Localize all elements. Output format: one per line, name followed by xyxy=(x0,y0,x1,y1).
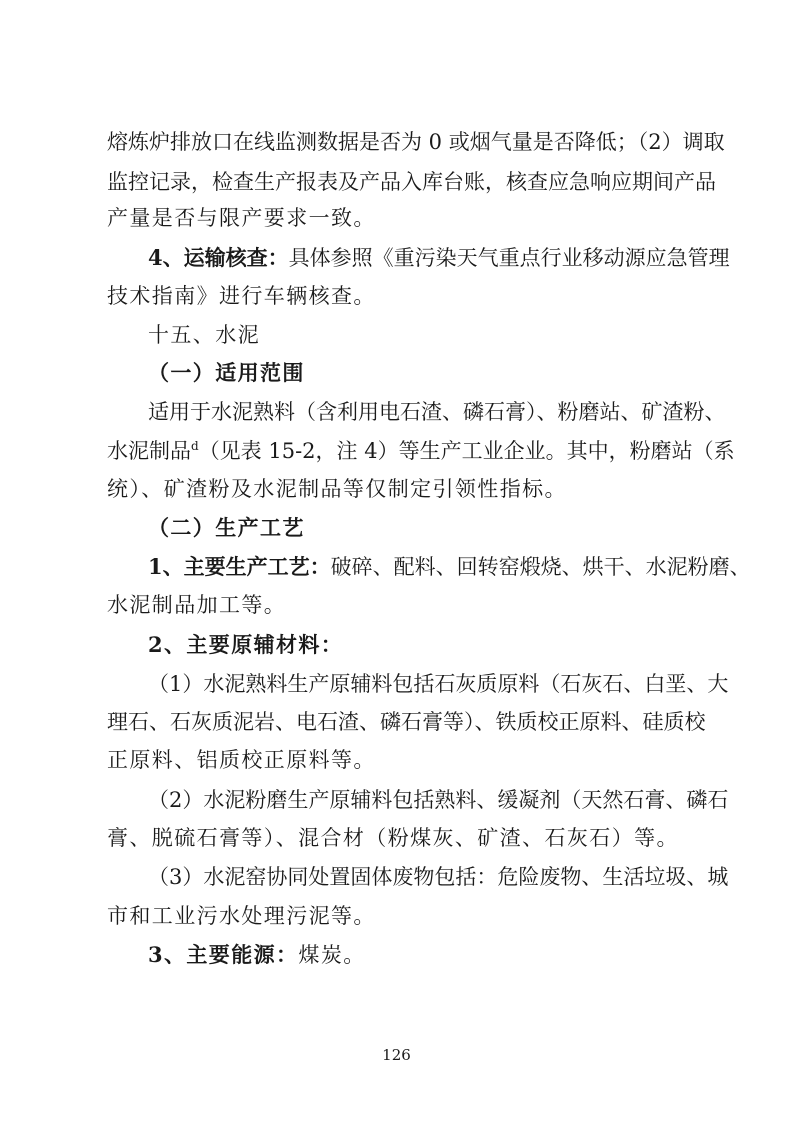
paragraph-line: 技术指南》进行车辆核查。 xyxy=(107,284,376,308)
item-text: 破碎、配料、回转窑煅烧、烘干、水泥粉磨、 xyxy=(330,555,751,579)
superscript-note: d xyxy=(191,439,199,453)
paragraph-line xyxy=(148,940,697,970)
paragraph-line xyxy=(148,552,751,582)
paragraph-line: 理石、石灰质泥岩、电石渣、磷石膏等）、铁质校正原料、硅质校 xyxy=(107,710,706,734)
section-heading: 十五、水泥 xyxy=(148,323,260,347)
item-text: 煤炭。 xyxy=(298,943,366,967)
item-text: 具体参照《重污染天气重点行业移动源应急管理 xyxy=(288,246,730,270)
text-part: （见表 15-2，注 4）等生产工业企业。其中，粉磨站（系 xyxy=(198,439,735,463)
paragraph-line: 产量是否与限产要求一致。 xyxy=(107,206,376,230)
page-number: 126 xyxy=(382,1046,411,1064)
paragraph-line xyxy=(107,436,735,466)
paragraph-line: 膏、脱硫石膏等）、混合材（粉煤灰、矿渣、石灰石）等。 xyxy=(107,826,679,850)
subsection-heading: （一）适用范围 xyxy=(148,360,305,385)
paragraph-line: 正原料、铝质校正原料等。 xyxy=(107,748,376,772)
subsection-heading: （二）生产工艺 xyxy=(148,515,305,540)
paragraph-line: 监控记录，检查生产报表及产品入库台账，核查应急响应期间产品 xyxy=(107,170,716,194)
item-heading: 2、主要原辅材料： xyxy=(148,632,344,657)
item-heading: 3、主要能源： xyxy=(148,942,299,967)
paragraph-line: （2）水泥粉磨生产原辅料包括熟料、缓凝剂（天然石膏、磷石 xyxy=(148,788,729,812)
item-heading: 4、运输核查： xyxy=(148,245,289,270)
paragraph-line: 适用于水泥熟料（含利用电石渣、磷石膏）、粉磨站、矿渣粉、 xyxy=(148,400,726,424)
paragraph-line: 统）、矿渣粉及水泥制品等仅制定引领性指标。 xyxy=(107,477,567,501)
paragraph-line xyxy=(148,243,730,273)
text-part: 水泥制品 xyxy=(107,439,191,463)
paragraph-line: 熔炼炉排放口在线监测数据是否为 0 或烟气量是否降低；（2）调取 xyxy=(107,130,725,154)
paragraph-line: （3）水泥窑协同处置固体废物包括：危险废物、生活垃圾、城 xyxy=(148,865,729,889)
paragraph-line: 水泥制品加工等。 xyxy=(107,593,287,617)
paragraph-line: （1）水泥熟料生产原辅料包括石灰质原料（石灰石、白垩、大 xyxy=(148,672,729,696)
item-heading: 1、主要生产工艺： xyxy=(148,554,331,579)
paragraph-line: 市和工业污水处理污泥等。 xyxy=(107,904,376,928)
